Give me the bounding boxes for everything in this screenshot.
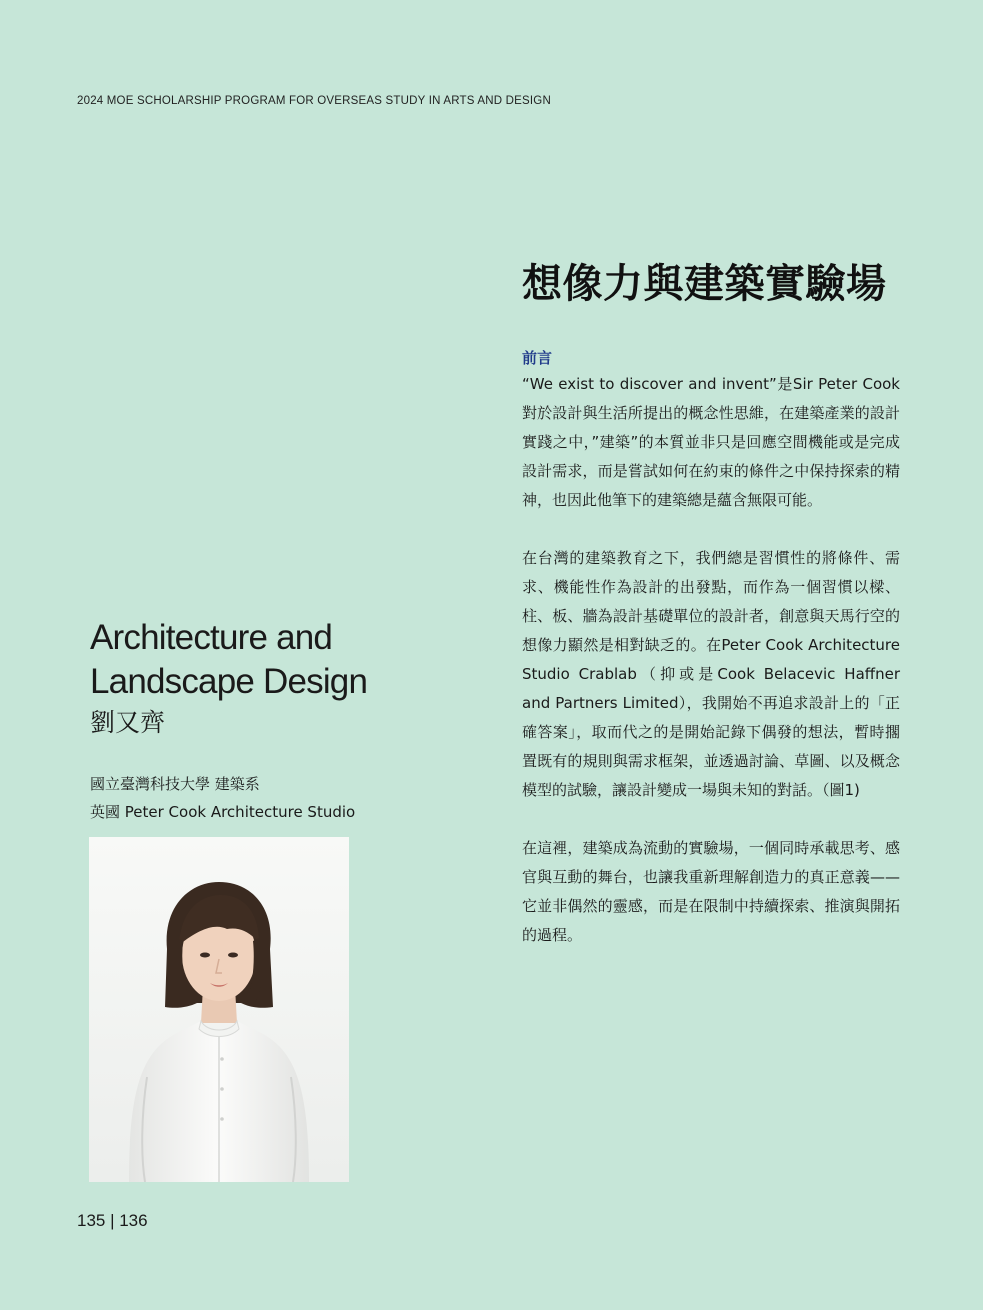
portrait-photo	[89, 837, 349, 1182]
affiliations	[90, 770, 355, 826]
article	[522, 256, 900, 950]
affiliation-university: 國立臺灣科技大學 建築系	[90, 775, 260, 793]
intro-heading: 前言	[522, 349, 553, 367]
affiliation-studio: 英國 Peter Cook Architecture Studio	[90, 803, 356, 821]
student-name: 劉又齊	[90, 708, 166, 737]
article-paragraph-2: 在台灣的建築教育之下，我們總是習慣性的將條件、需求、機能性作為設計的出發點，而作為一個習慣以樑、柱、板、牆為設計基礎單位的設計者，創意與天馬行空的想像力顯然是相對缺乏的。在Peter Cook Architecture Studio Crablab（抑或是Cook Belacevic Haffner and Partners Limited），我開始不再追求設計上的「正確答案」，取而代之的是開始記錄下偶發的想法，暫時擱置既有的規則與需求框架，並透過討論、草圖、以及概念模型的試驗，讓設計變成一場與未知的對話。（圖1)	[522, 549, 900, 799]
profile-heading	[90, 616, 450, 740]
department-title: Architecture and Landscape Design	[90, 618, 368, 701]
article-paragraph-3: 在這裡，建築成為流動的實驗場，一個同時承載思考、感官與互動的舞台，也讓我重新理解創造力的真正意義——它並非偶然的靈感，而是在限制中持續探索、推演與開拓的過程。	[522, 839, 900, 944]
article-title: 想像力與建築實驗場	[522, 261, 887, 307]
program-header: 2024 MOE SCHOLARSHIP PROGRAM FOR OVERSEAS STUDY IN ARTS AND DESIGN	[77, 95, 551, 107]
article-paragraph-1: “We exist to discover and invent”是Sir Peter Cook對於設計與生活所提出的概念性思維，在建築產業的設計實踐之中，”建築”的本質並非只是回應空間機能或是完成設計需求，而是嘗試如何在約束的條件之中保持探索的精神，也因此他筆下的建築總是蘊含無限可能。	[522, 375, 900, 509]
page-numbers: 135 | 136	[77, 1211, 148, 1230]
